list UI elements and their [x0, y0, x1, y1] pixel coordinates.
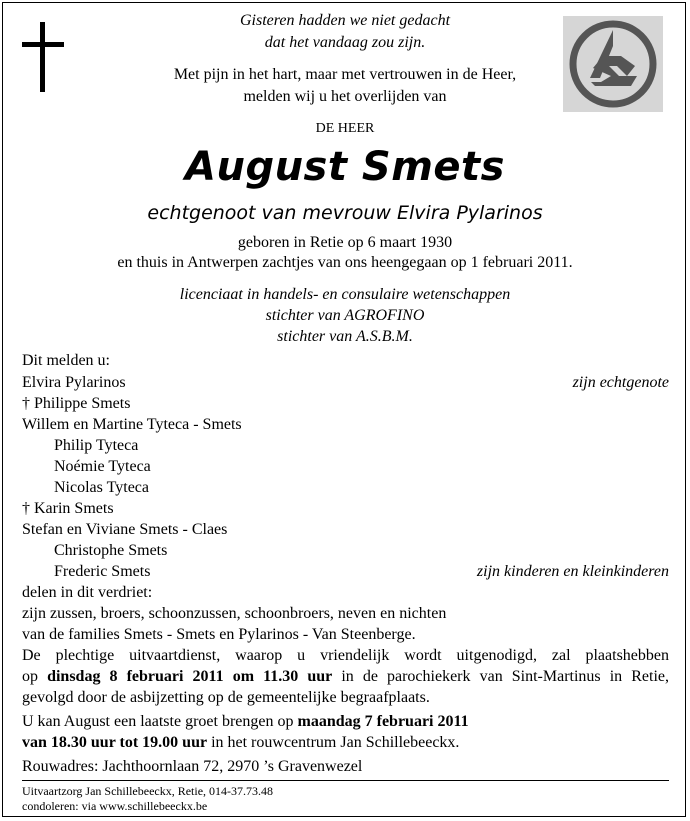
- service-line-2: [22, 668, 669, 686]
- intro-line-1: Met pijn in het hart, maar met vertrouwen in de Heer,: [173, 66, 517, 83]
- birth-line: geboren in Retie op 6 maart 1930: [237, 234, 453, 251]
- title-line: licenciaat in handels- en consulaire wetenschappen: [179, 286, 511, 303]
- share-intro: delen in dit verdriet:: [22, 584, 153, 601]
- member-relation: zijn kinderen en kleinkinderen: [476, 563, 669, 580]
- undertaker-line: Uitvaartzorg Jan Schillebeeckx, Retie, 014-37.73.48: [22, 784, 274, 798]
- visit-pre: U kan August een laatste groet brengen op: [22, 713, 294, 730]
- family-intro: Dit melden u:: [22, 352, 110, 369]
- member-relation: zijn echtgenote: [572, 374, 669, 391]
- service-line-3: gevolgd door de asbijzetting op de gemeentelijke begraafplaats.: [22, 689, 430, 706]
- member-name: Frederic Smets: [54, 563, 151, 580]
- share-line-2: van de families Smets - Smets en Pylarinos - Van Steenberge.: [22, 626, 416, 643]
- title-line: stichter van A.S.B.M.: [277, 328, 413, 345]
- family-member: Philip Tyteca: [54, 437, 139, 454]
- family-member: † Karin Smets: [22, 500, 114, 517]
- family-member: [22, 563, 669, 581]
- deceased-name: August Smets: [185, 144, 505, 190]
- service-place: in de parochiekerk van Sint-Martinus in Retie,: [341, 668, 670, 685]
- visit-line-2: [22, 734, 669, 752]
- service-date: dinsdag 8 februari 2011 om 11.30 uur: [47, 668, 333, 685]
- visit-time: van 18.30 uur tot 19.00 uur: [22, 734, 208, 751]
- visit-date: maandag 7 februari 2011: [297, 713, 469, 730]
- member-name: Elvira Pylarinos: [22, 374, 126, 391]
- visit-place: in het rouwcentrum Jan Schillebeeckx.: [211, 734, 460, 751]
- condolences-line: condoleren: via www.schillebeeckx.be: [22, 799, 208, 813]
- death-line: en thuis in Antwerpen zachtjes van ons heengegaan op 1 februari 2011.: [117, 254, 573, 271]
- service-line-1: De plechtige uitvaartdienst, waarop u vriendelijk wordt uitgenodigd, zal plaatshebben: [22, 647, 669, 664]
- visit-line-1: [22, 713, 669, 731]
- service-pre: op: [22, 668, 38, 685]
- family-member: Christophe Smets: [54, 542, 168, 559]
- family-member: Willem en Martine Tyteca - Smets: [22, 416, 242, 433]
- title-prefix: DE HEER: [315, 121, 375, 136]
- share-line-1: zijn zussen, broers, schoonzussen, schoonbroers, neven en nichten: [22, 605, 447, 622]
- mourning-address: Rouwadres: Jachthoornlaan 72, 2970 ’s Gravenwezel: [22, 758, 363, 775]
- family-member: Stefan en Viviane Smets - Claes: [22, 521, 228, 538]
- title-line: stichter van AGROFINO: [265, 307, 425, 324]
- quote-line-2: dat het vandaag zou zijn.: [264, 34, 426, 51]
- family-member: Noémie Tyteca: [54, 458, 151, 475]
- spouse-line: echtgenoot van mevrouw Elvira Pylarinos: [147, 202, 543, 224]
- footer-divider: [22, 780, 669, 781]
- family-member: Nicolas Tyteca: [54, 479, 149, 496]
- quote-line-1: Gisteren hadden we niet gedacht: [239, 12, 451, 29]
- family-member: [22, 374, 669, 392]
- family-member: † Philippe Smets: [22, 395, 131, 412]
- intro-line-2: melden wij u het overlijden van: [243, 88, 447, 105]
